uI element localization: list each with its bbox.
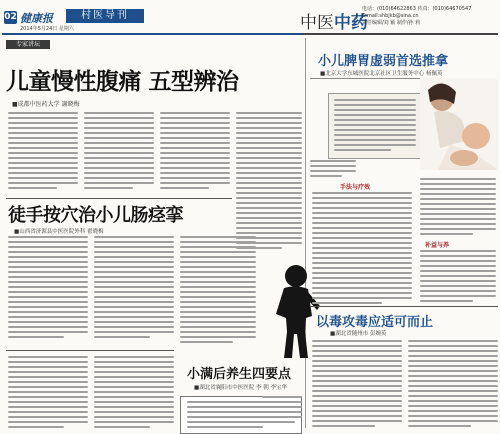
main-body-col1: [8, 112, 78, 194]
masthead-rule: [2, 33, 302, 35]
section-rule: [6, 350, 174, 351]
column-name: 村医导刊: [66, 9, 144, 23]
bottom-body: [262, 396, 302, 430]
main-body-col3: [160, 112, 230, 194]
article2-col2: [94, 236, 174, 346]
masthead-rule-right: [302, 33, 498, 35]
section-title-bold: 中药: [334, 13, 368, 33]
main-byline: ■成都中医药大学 謝晓梅: [12, 101, 80, 108]
contact-line: 电话：(010)64622863 传真：(010)64670547: [362, 6, 472, 12]
main-body-col2: [84, 112, 154, 194]
bottom-headline: 小满后养生四要点: [187, 367, 292, 382]
paper-name: 健康报: [20, 12, 53, 25]
masthead: [0, 0, 500, 34]
right-headline: 小儿脾胃虚弱首选推拿: [318, 54, 449, 69]
section-rule: [310, 78, 420, 79]
main-headline: 儿童慢性腹痛 五型辨治: [6, 69, 239, 95]
section-rule: [310, 306, 498, 307]
special-tag: 专家讲坛: [6, 40, 50, 49]
right-subhead-2: 补益与养: [425, 242, 450, 249]
contact-line: 责任编辑/刘 颖 制作/孙 莉: [362, 20, 421, 26]
right-body-col1: [312, 192, 412, 304]
bottom-byline: ■湖北省襄阳市中医医院 李 朝 李宝华: [194, 385, 287, 391]
column-divider: [305, 38, 306, 428]
page-number: 02: [4, 12, 17, 22]
section-rule: [6, 198, 232, 199]
article2-byline: ■山西省济源县中医医院外科 翟晓梅: [14, 229, 104, 235]
right-byline: ■北京大学东城医院北京社区卫生服务中心 杨佩英: [320, 71, 443, 77]
article2-col3: [180, 236, 256, 354]
right-bottom-headline: 以毒攻毒应适可而止: [316, 315, 434, 330]
right-body-intro: [310, 160, 356, 180]
right-bottom-byline: ■湖北省随州市 彭婉英: [330, 331, 387, 337]
section-title: [300, 8, 368, 33]
quote-box: [328, 93, 422, 159]
date-line: 2014年5月24日 星期六: [20, 26, 74, 32]
lower-left-col1: [8, 356, 88, 430]
article2-col1: [8, 236, 88, 346]
right-body-col3: [420, 250, 496, 304]
contact-line: E-mail:shbjkb@sina.cn: [362, 13, 419, 19]
right-bottom-col1: [312, 340, 402, 430]
contact-block: [362, 6, 471, 27]
right-subhead-1: 手法与疗效: [340, 184, 371, 191]
mother-child-photo: [420, 78, 498, 170]
section-title-plain: 中医: [300, 13, 334, 33]
lower-left-col2: [94, 356, 174, 430]
right-body-col2: [420, 178, 496, 236]
article2-headline: 徒手按穴治小儿肠痉挛: [8, 205, 183, 226]
right-bottom-col2: [408, 340, 498, 430]
